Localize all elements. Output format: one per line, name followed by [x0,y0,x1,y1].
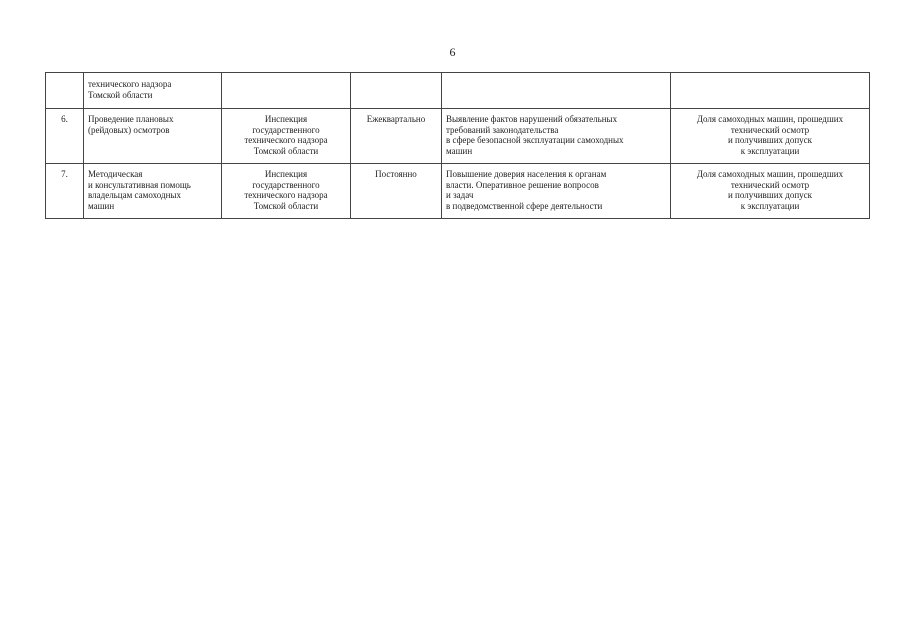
executor-cell [222,73,351,109]
indicator-cell: Доля самоходных машин, прошедших технический осмотр и получивших допуск к эксплуатации [671,109,870,164]
executor-cell: Инспекция государственного технического надзора Томской области [222,109,351,164]
period-cell: Ежеквартально [351,109,442,164]
table-row [46,164,870,219]
event-cell: технического надзора Томской области [84,73,222,109]
period-cell: Постоянно [351,164,442,219]
table-row [46,109,870,164]
event-cell: Методическая и консультативная помощь владельцам самоходных машин [84,164,222,219]
result-cell: Выявление фактов нарушений обязательных требований законодательства в сфере безопасной эксплуатации самоходных машин [442,109,671,164]
page-number: 6 [449,45,456,59]
table-row [46,73,870,109]
result-cell [442,73,671,109]
row-number-cell: 7. [46,164,84,219]
row-number-cell: 6. [46,109,84,164]
result-cell: Повышение доверия населения к органам власти. Оперативное решение вопросов и задач в подведомственной сфере деятельности [442,164,671,219]
event-cell: Проведение плановых (рейдовых) осмотров [84,109,222,164]
row-number-cell [46,73,84,109]
executor-cell: Инспекция государственного технического надзора Томской области [222,164,351,219]
indicator-cell [671,73,870,109]
measures-table [45,72,870,219]
indicator-cell: Доля самоходных машин, прошедших технический осмотр и получивших допуск к эксплуатации [671,164,870,219]
period-cell [351,73,442,109]
